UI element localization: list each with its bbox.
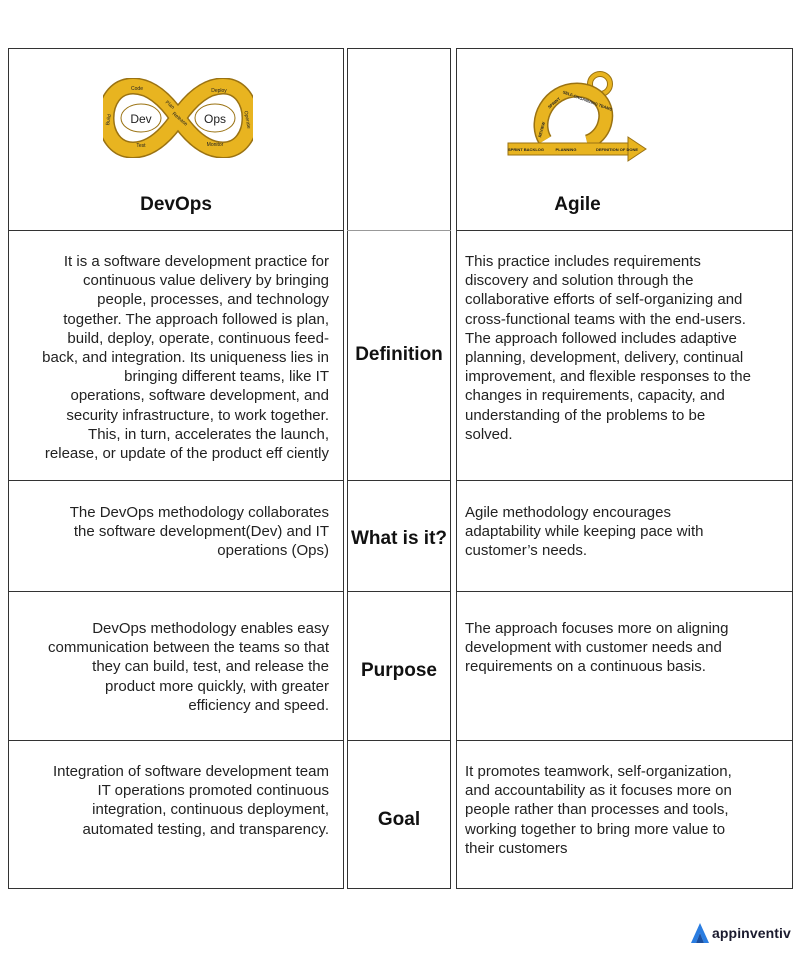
agile-what-text: Agile methodology encourages adaptability while keeping pace with customer’s needs. [465,504,704,560]
devops-stage-label: Operate [242,110,252,130]
devops-stage-label: Release [170,111,189,128]
agile-label: PLANNING [555,147,577,152]
row-divider-1-mid [347,480,451,481]
devops-goal-text: Integration of software development team IT operations promoted continuous integration, continuous deployment, automated testing, and transparency. [53,763,329,838]
row-divider-header [8,230,344,231]
agile-label: REVIEW [537,121,547,138]
devops-definition-text: It is a software development practice for continuous value delivery by bringing people, processes, and technology together. The approach followed is plan, build, deploy, operate, continuous feed- back, and integration. Its uniqueness lies in bringing different teams, like IT operations, software development, and security infrastructure, to work together. This, in turn, accelerates the launch, release, or update of the product eff ciently [42,253,329,463]
row-label-goal: Goal [377,809,421,830]
row-divider-1-right [456,480,793,481]
agile-label: SELF-ORGANIZING TEAMS [562,89,613,112]
brand-name: appinventiv [712,925,791,941]
row-divider-2 [8,591,344,592]
devops-ops-label: Ops [203,112,227,126]
agile-sprint-graphic [505,68,650,163]
devops-heading: DevOps [140,194,212,215]
devops-stage-label: Code [131,86,143,92]
devops-stage-label: Build [105,113,113,126]
row-divider-3-mid [347,740,451,741]
row-label-what-is-it: What is it? [350,528,448,549]
devops-stage-label: Plan [163,99,176,111]
appinventiv-logo-icon [690,922,710,944]
row-divider-1 [8,480,344,481]
row-divider-2-mid [347,591,451,592]
agile-label: SPRINT BACKLOG [508,147,544,152]
agile-goal-text: It promotes teamwork, self-organization, and accountability as it focuses more on people rather than processes and tools, working together to bring more value to their customers [465,763,732,857]
row-divider-header-right [456,230,793,231]
devops-stage-label: Deploy [211,88,227,94]
row-divider-3-right [456,740,793,741]
devops-purpose-text: DevOps methodology enables easy communication between the teams so that they can build, test, and release the product more quickly, with greater efficiency and speed. [48,620,329,714]
brand-logo[interactable] [690,921,791,945]
agile-label: DEFINITION OF DONE [596,147,638,152]
agile-heading: Agile [554,194,601,215]
agile-definition-text: This practice includes requirements discovery and solution through the collaborative efforts of self-organizing and cross-functional teams with the end-users. The approach followed includes adaptive planning, development, delivery, continual improvement, and flexible responses to the changes in requirements, capacity, and understanding of the problems to be solved. [465,253,751,443]
row-label-definition: Definition [355,344,443,365]
row-label-purpose: Purpose [360,660,438,681]
devops-infinity-graphic [103,78,253,158]
row-divider-3 [8,740,344,741]
agile-purpose-text: The approach focuses more on aligning development with customer needs and requirements on a continuous basis. [465,620,729,676]
devops-stage-label: Test [136,143,146,149]
devops-stage-label: Monitor [206,142,224,148]
devops-what-text: The DevOps methodology collaborates the software development(Dev) and IT operations (Ops) [69,504,329,560]
row-divider-header-mid [347,230,451,231]
agile-label: SPRINT [546,96,562,110]
row-divider-2-right [456,591,793,592]
label-column [347,48,451,889]
devops-dev-label: Dev [130,112,152,126]
